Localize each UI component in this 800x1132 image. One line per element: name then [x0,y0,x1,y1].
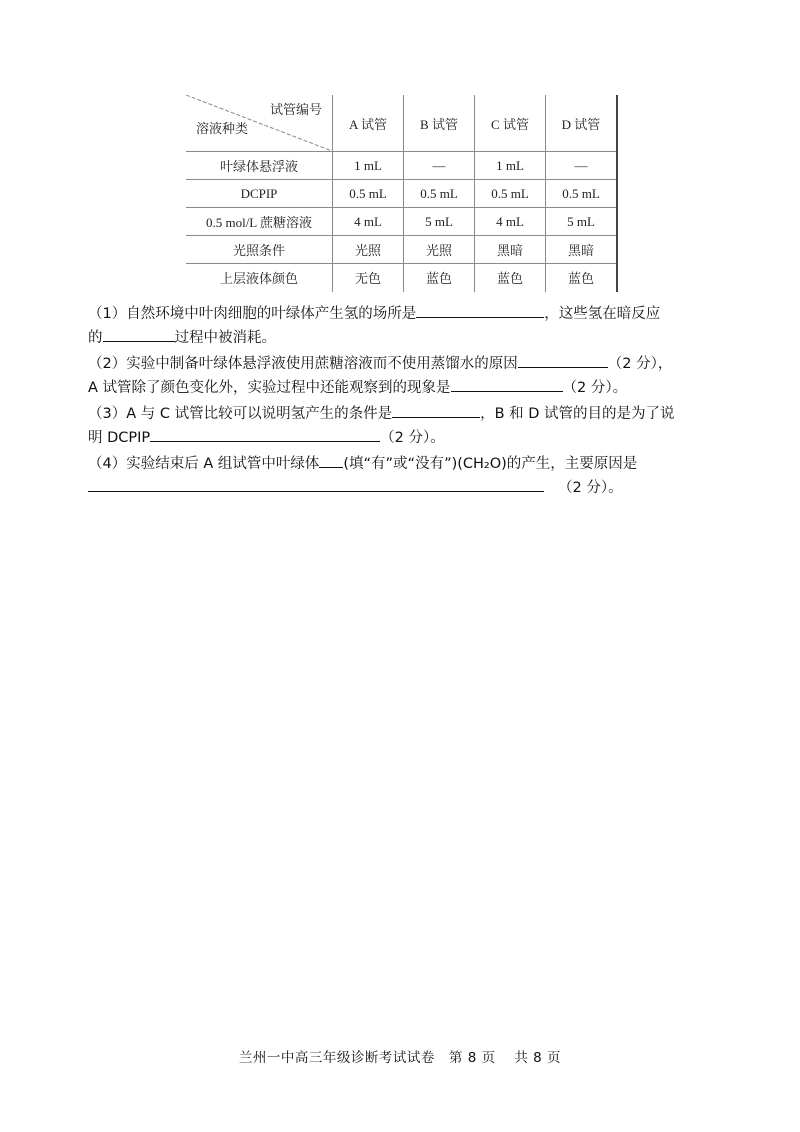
cell: 黑暗 [475,236,546,264]
column-header-d: D 试管 [546,95,618,152]
q4-blank-1[interactable] [319,452,343,468]
cell: 0.5 mL [333,180,404,208]
q4-text-a: （4）实验结束后 A 组试管中叶绿体 [88,456,320,472]
cell: 1 mL [333,152,404,180]
experiment-table [186,95,618,292]
cell: 无色 [333,264,404,292]
q2-text-b: （2 分）， [607,356,673,372]
row-label: 光照条件 [186,236,333,264]
table-row [186,264,617,292]
column-header-a: A 试管 [333,95,404,152]
cell: 1 mL [475,152,546,180]
cell: 0.5 mL [404,180,475,208]
cell: 0.5 mL [546,180,618,208]
question-1-line-1 [88,302,660,325]
table-row [186,180,617,208]
column-header-c: C 试管 [475,95,546,152]
row-label: 叶绿体悬浮液 [186,152,333,180]
cell: 光照 [404,236,475,264]
q4-text-c: （2 分）。 [558,480,623,496]
cell: 蓝色 [404,264,475,292]
question-1-line-2 [88,326,276,349]
q3-text-c: 明 DCPIP [88,430,151,446]
question-3-line-2 [88,426,445,449]
q2-blank-1[interactable] [518,352,608,368]
cell: 蓝色 [475,264,546,292]
cell: 蓝色 [546,264,618,292]
cell: 5 mL [546,208,618,236]
q3-text-a: （3）A 与 C 试管比较可以说明氢产生的条件是 [88,406,393,422]
row-label: 上层液体颜色 [186,264,333,292]
table-row [186,236,617,264]
q1-text-c: 的 [88,330,103,346]
row-label: 0.5 mol/L 蔗糖溶液 [186,208,333,236]
cell: 5 mL [404,208,475,236]
question-3-line-1 [88,402,675,425]
page-footer: 兰州一中高三年级诊断考试试卷 第 8 页 共 8 页 [238,1050,562,1066]
q2-blank-2[interactable] [451,376,563,392]
q4-text-b: (填“有”或“没有”)(CH₂O)的产生，主要原因是 [343,456,638,472]
row-label: DCPIP [186,180,333,208]
cell: — [404,152,475,180]
q2-text-c: A 试管除了颜色变化外，实验过程中还能观察到的现象是 [88,380,451,396]
cell: — [546,152,618,180]
question-2-line-1 [88,352,672,375]
cell: 黑暗 [546,236,618,264]
q3-blank-1[interactable] [392,402,480,418]
q1-blank-2[interactable] [103,326,175,342]
header-solution-type: 溶液种类 [196,121,249,136]
question-4-line-2 [88,476,623,499]
question-2-line-2 [88,376,627,399]
q2-text-a: （2）实验中制备叶绿体悬浮液使用蔗糖溶液而不使用蒸馏水的原因 [88,356,518,372]
q3-text-b: ，B 和 D 试管的目的是为了说 [480,406,675,422]
table-row [186,152,617,180]
q3-text-d: （2 分）。 [380,430,445,446]
corner-header-cell [186,95,333,152]
q1-text-a: （1）自然环境中叶肉细胞的叶绿体产生氢的场所是 [88,306,417,322]
cell: 0.5 mL [475,180,546,208]
q1-blank-1[interactable] [416,302,544,318]
q3-blank-2[interactable] [150,426,380,442]
column-header-b: B 试管 [404,95,475,152]
cell: 4 mL [333,208,404,236]
q2-text-d: （2 分）。 [562,380,628,396]
table-row [186,208,617,236]
cell: 光照 [333,236,404,264]
q1-text-b: ，这些氢在暗反应 [544,306,661,322]
header-tube-number: 试管编号 [269,102,322,117]
question-4-line-1 [88,452,637,475]
q1-text-d: 过程中被消耗。 [174,330,276,346]
cell: 4 mL [475,208,546,236]
q4-blank-2[interactable] [88,476,544,492]
